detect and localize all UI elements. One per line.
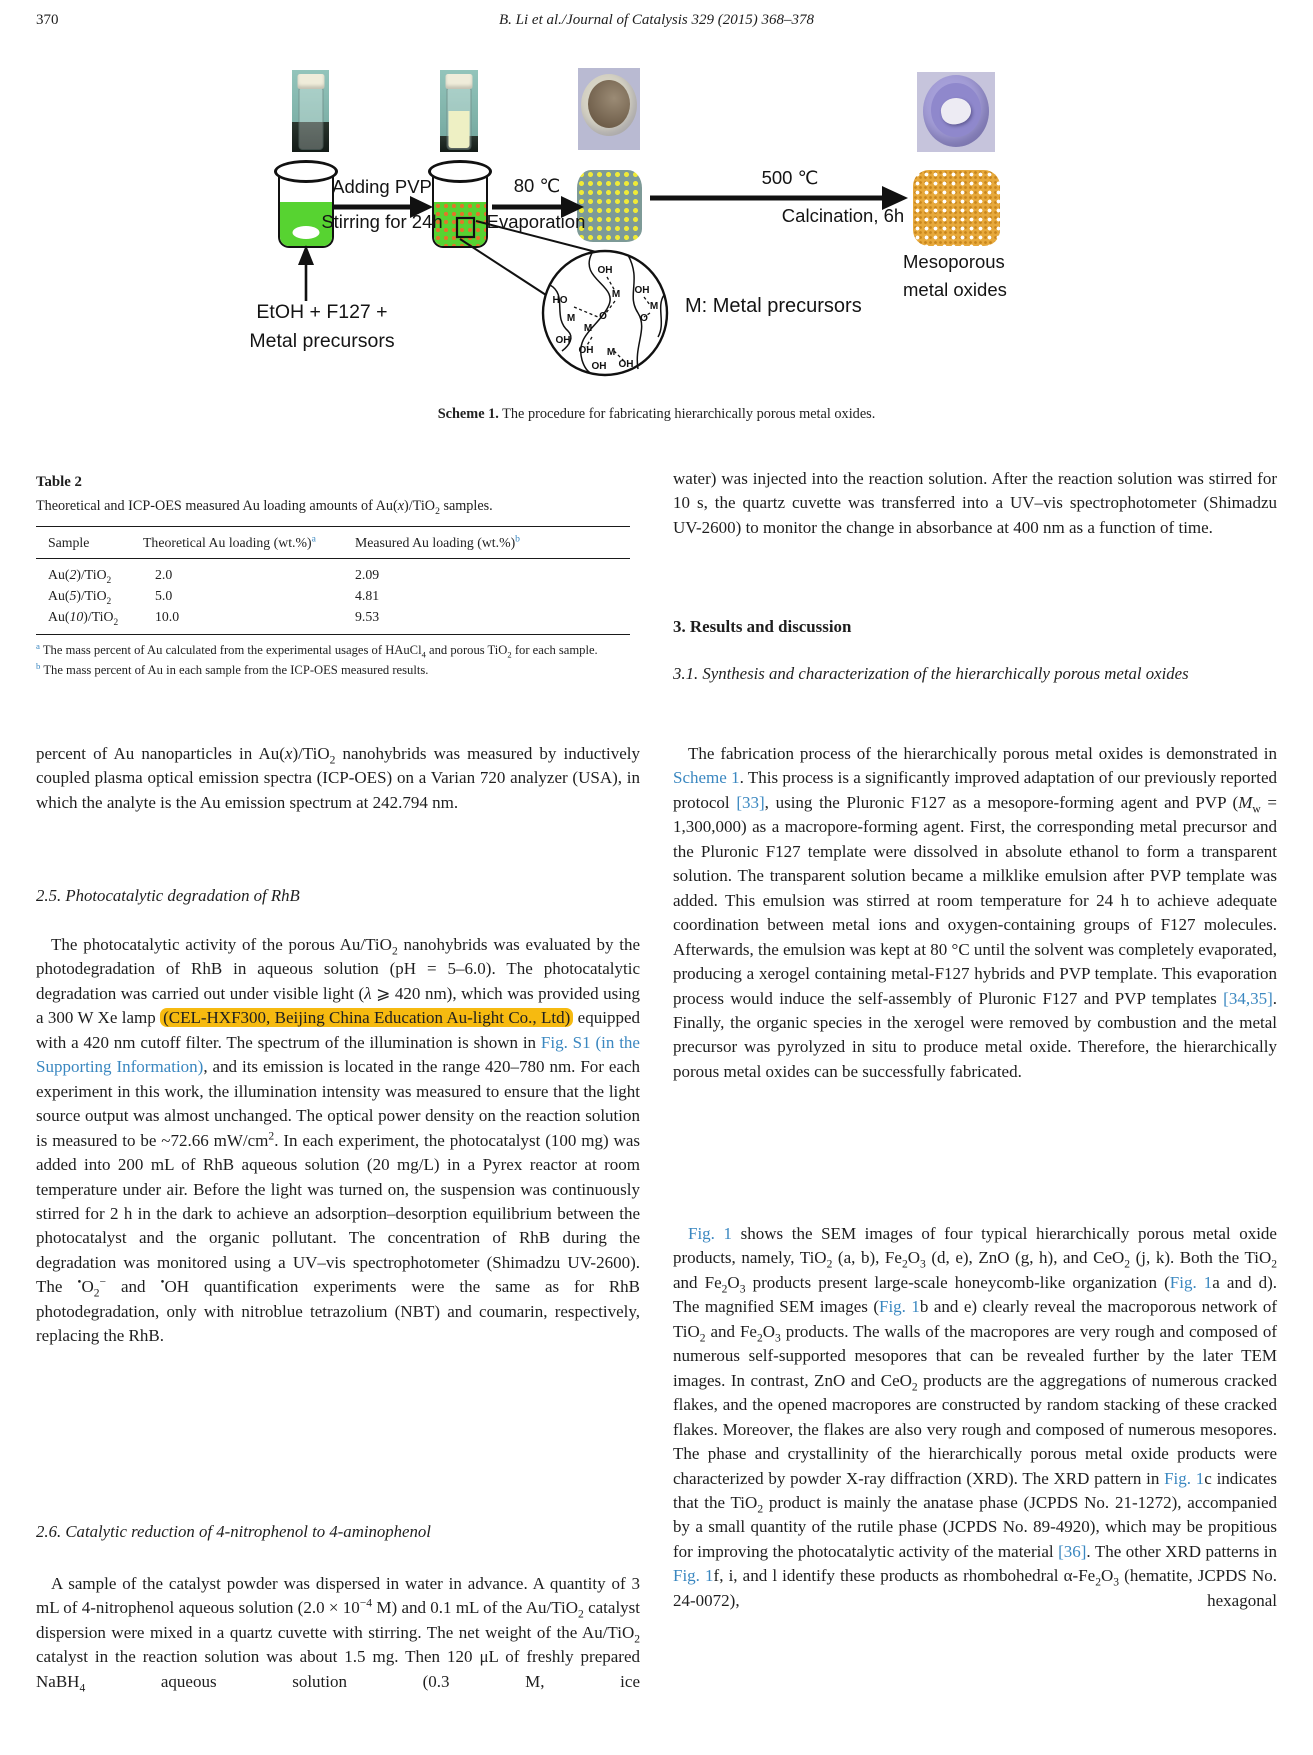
cell-measured: 2.09 xyxy=(355,567,380,582)
citation-link[interactable]: Fig. 1 xyxy=(688,1224,733,1243)
section-heading-3-1 xyxy=(673,662,1277,685)
molecule-atom-label: OH xyxy=(618,359,634,370)
body-paragraph: water) was injected into the reaction solution. After the reaction solution was stirred for 10 s, the quartz cuvette was transferred into a UV–vis spectrophotometer (Shimadzu UV-2600) to monitor the change in absorbance at 400 nm as a function of time. xyxy=(673,469,1277,537)
label-calcination-6h: Calcination, 6h xyxy=(781,205,905,226)
footnote-text: The mass percent of Au calculated from the experimental usages of HAuCl$_4$ and porous TiO$_2$ for each sample. xyxy=(42,643,598,660)
citation-link[interactable]: Fig. 1 xyxy=(878,1297,920,1317)
cell-theoretical: 5.0 xyxy=(155,588,173,604)
body-paragraph: A sample of the catalyst powder was dispersed in water in advance. A quantity of 3 mL of 4-nitrophenol aqueous solution ($2.0 \times 10^{-4}$ M) and 0.1 mL of the Au/TiO$_2$ catalyst dispersion were mixed in a quartz cuvette with stirring. The net weight of the Au/TiO$_2$ catalyst in the reaction solution was about 1.5 mg. Then 120 μL of freshly prepared NaBH$_4$ aqueous solution (0.3 M, ice xyxy=(36,1574,641,1695)
section-3-1-body-b xyxy=(673,1222,1277,1613)
cell-measured: 9.53 xyxy=(355,609,380,625)
table-row xyxy=(36,586,630,607)
citation-link[interactable]: Fig. S1 (in the Supporting Information) xyxy=(36,1032,640,1077)
cell-theoretical: 10.0 xyxy=(155,609,180,625)
footnote-text: The mass percent of Au in each sample from the ICP-OES measured results. xyxy=(43,663,429,678)
au-loading-table xyxy=(36,526,630,635)
footnote-marker: a xyxy=(36,641,40,652)
right-column-paragraph-continuation xyxy=(673,467,1277,540)
cell-theoretical: 2.0 xyxy=(155,567,173,582)
left-column-paragraph-continuation xyxy=(36,742,640,815)
zoom-source-square xyxy=(457,218,474,237)
zoom-connector-line xyxy=(460,239,546,295)
section-heading: 2.5. Photocatalytic degradation of RhB xyxy=(36,886,300,905)
molecule-atom-label: M xyxy=(649,301,659,312)
arrow-reactants-input xyxy=(298,245,314,301)
molecule-atom-label: OH xyxy=(634,285,650,296)
table-2 xyxy=(36,474,630,679)
table-label: Table 2 xyxy=(36,474,82,490)
table-row xyxy=(36,607,630,635)
section-heading-3 xyxy=(673,617,1277,637)
scheme-1-figure xyxy=(230,55,1030,387)
label-product-line1: Mesoporous xyxy=(903,251,1005,272)
section-heading-2-5 xyxy=(36,884,640,907)
molecule-atom-label: M xyxy=(606,347,616,358)
molecule-atom-label: OH xyxy=(555,335,571,346)
col-header-theoretical: Theoretical Au loading (wt.%)$^a$ xyxy=(143,527,355,559)
section-heading-2-6 xyxy=(36,1520,640,1543)
table-caption: Theoretical and ICP-OES measured Au loading amounts of Au(x)/TiO$_2$ samples. xyxy=(36,498,493,517)
footnote-marker: a xyxy=(311,533,316,545)
label-product-line2: metal oxides xyxy=(903,279,1007,300)
molecule-atom-label: O xyxy=(599,311,607,322)
label-reactants-line2: Metal precursors xyxy=(249,330,395,352)
label-reactants-line1: EtOH + F127 + xyxy=(256,301,388,323)
table-row xyxy=(36,559,630,586)
table-footnote-a xyxy=(36,642,630,659)
molecule-atom-label: O xyxy=(640,313,648,324)
label-500c: 500 ℃ xyxy=(761,167,819,188)
section-heading: 3. Results and discussion xyxy=(673,617,852,636)
body-paragraph: The fabrication process of the hierarchically porous metal oxides is demonstrated in Scheme 1. This process is a significantly improved adaptation of our previously reported protocol [33], using the Pluronic F127 as a mesopore-forming agent and PVP $(M_w = 1,300,000)$ as a macropore-forming agent. First, the corresponding metal precursor and the Pluronic F127 template were dissolved in absolute ethanol to form a transparent solution. The transparent solution became a milklike emulsion after PVP template was added. This emulsion was stirred at room temperature for 24 h to achieve adequate coordination between metal ions and oxygen-containing groups of F127 molecules. Afterwards, the emulsion was kept at 80 °C until the solvent was completely evaporated, producing a xerogel containing metal-F127 hybrids and PVP template. This evaporation process would induce the self-assembly of Pluronic F127 and PVP templates [34,35]. Finally, the organic species in the xerogel were removed by combustion and the metal precursor was pyrolyzed in situ to produce metal oxide. Therefore, the hierarchically porous metal oxides can be successfully fabricated. xyxy=(673,744,1278,1081)
scheme-caption xyxy=(36,406,1277,423)
col-header-measured: Measured Au loading (wt.%)$^b$ xyxy=(355,527,630,559)
scheme-caption-label: Scheme 1. xyxy=(437,406,499,422)
label-80c: 80 ℃ xyxy=(513,175,561,196)
citation-link[interactable]: [33] xyxy=(736,792,765,812)
molecule-atom-label: OH xyxy=(597,265,613,276)
page-number: 370 xyxy=(36,12,59,28)
molecule-atom-label: M xyxy=(611,289,621,300)
section-heading: 3.1. Synthesis and characterization of the hierarchically porous metal oxides xyxy=(673,664,1189,683)
section-2-6-body xyxy=(36,1572,640,1694)
section-2-5-body xyxy=(36,933,640,1349)
cell-sample: Au(10)/TiO$_2$ xyxy=(48,609,119,629)
col-header-sample: Sample xyxy=(36,527,143,559)
scheme-caption-text: The procedure for fabricating hierarchically porous metal oxides. xyxy=(498,406,876,422)
table-footnote-b xyxy=(36,662,630,679)
cell-measured: 4.81 xyxy=(355,588,380,604)
citation-link[interactable]: Fig. 1 xyxy=(673,1566,714,1586)
label-adding-pvp: Adding PVP xyxy=(332,176,432,197)
table-header-row xyxy=(36,527,630,559)
footnote-marker: b xyxy=(36,661,41,672)
body-paragraph: The photocatalytic activity of the porous Au/TiO$_2$ nanohybrids was evaluated by the photodegradation of RhB in aqueous solution (pH = 5–6.0). The photocatalytic degradation was carried out under visible light (λ ⩾ 420 nm), which was provided using a 300 W Xe lamp (CEL-HXF300, Beijing China Education Au-light Co., Ltd) equipped with a 420 nm cutoff filter. The spectrum of the illumination is shown in Fig. S1 (in the Supporting Information), and its emission is located in the range 420–780 nm. For each experiment in this work, the illumination intensity was measured to ensure that the light source output was almost unchanged. The optical power density on the reaction solution is measured to be ~72.66 $mW/cm^2$. In each experiment, the photocatalyst (100 mg) was added into 200 mL of RhB aqueous solution (20 mg/L) in a Pyrex reactor at room temperature under air. Before the light was turned on, the suspension was continuously stirred for 2 h in the dark to achieve an adsorption–desorption equilibrium between the photocatalyst and the organic pollutant. The concentration of RhB during the degradation was monitored using a UV–vis spectrophotometer (Shimadzu UV-2600). The $^•O_2^-$ and •OH quantification experiments were the same as for RhB photodegradation, only with nitroblue tetrazolium (NBT) and coumarin, respectively, replacing the RhB. xyxy=(36,935,641,1346)
label-evaporation: Evaporation xyxy=(486,211,586,232)
running-head: B. Li et al./Journal of Catalysis 329 (2015) 368–378 xyxy=(499,12,814,28)
body-paragraph: percent of Au nanoparticles in Au(x)/TiO$_2$ nanohybrids was measured by inductively coupled plasma optical emission spectra (ICP-OES) on a Varian 720 analyzer (USA), in which the analyte is the Au emission spectrum at 242.794 nm. xyxy=(36,744,641,812)
molecule-atom-label: M xyxy=(583,323,593,334)
cell-sample: Au(5)/TiO$_2$ xyxy=(48,588,112,607)
body-paragraph: Fig. 1 shows the SEM images of four typical hierarchically porous metal oxide products, namely, TiO$_2$ (a, b), $Fe_2O_3$ (d, e), ZnO (g, h), and CeO$_2$ (j, k). Both the TiO$_2$ and $Fe_2O_3$ products present large-scale honeycomb-like organization (Fig. 1a and d). The magnified SEM images (Fig. 1b and e) clearly reveal the macroporous network of TiO$_2$ and $Fe_2O_3$ products. The walls of the macropores are very rough and composed of numerous self-supported mesopores that can be revealed further by the later TEM images. In contrast, ZnO and CeO$_2$ products are the aggregations of numerous cracked flakes, and the opened macropores are constructed by random stacking of these cracked flakes. Moreover, the flakes are also very rough and composed of numerous mesopores. The phase and crystallinity of the hierarchically porous metal oxide products were characterized by powder X-ray diffraction (XRD). The XRD pattern in Fig. 1c indicates that the TiO$_2$ product is mainly the anatase phase (JCPDS No. 21-1272), accompanied by a small quantity of the rutile phase (JCPDS No. 89-4920), which may be propitious for improving the photocatalytic activity of the material [36]. The other XRD patterns in Fig. 1f, i, and l identify these products as rhombohedral $\alpha-Fe_2O_3$ (hematite, JCPDS No. 24-0072), hexagonal xyxy=(673,1224,1278,1610)
molecule-atom-label: OH xyxy=(578,345,594,356)
section-3-1-body-a xyxy=(673,742,1277,1084)
citation-link[interactable]: [34,35] xyxy=(1223,988,1273,1008)
molecule-atom-label: HO xyxy=(552,295,568,306)
citation-link[interactable]: Fig. 1 xyxy=(1169,1272,1213,1292)
molecule-atom-label: OH xyxy=(591,361,607,372)
label-m-legend: M: Metal precursors xyxy=(685,295,862,317)
section-heading: 2.6. Catalytic reduction of 4-nitrophenol to 4-aminophenol xyxy=(36,1522,431,1541)
citation-link[interactable]: Fig. 1 xyxy=(1164,1468,1205,1488)
citation-link[interactable]: [36] xyxy=(1058,1541,1087,1561)
molecule-atom-label: M xyxy=(566,313,576,324)
citation-link[interactable]: Scheme 1 xyxy=(673,768,740,788)
cell-sample: Au(2)/TiO$_2$ xyxy=(48,567,112,586)
highlight-annotation: (CEL-HXF300, Beijing China Education Au-light Co., Ltd) xyxy=(160,1008,573,1027)
footnote-marker: b xyxy=(515,533,520,545)
label-stirring-24h: Stirring for 24h xyxy=(321,211,443,232)
